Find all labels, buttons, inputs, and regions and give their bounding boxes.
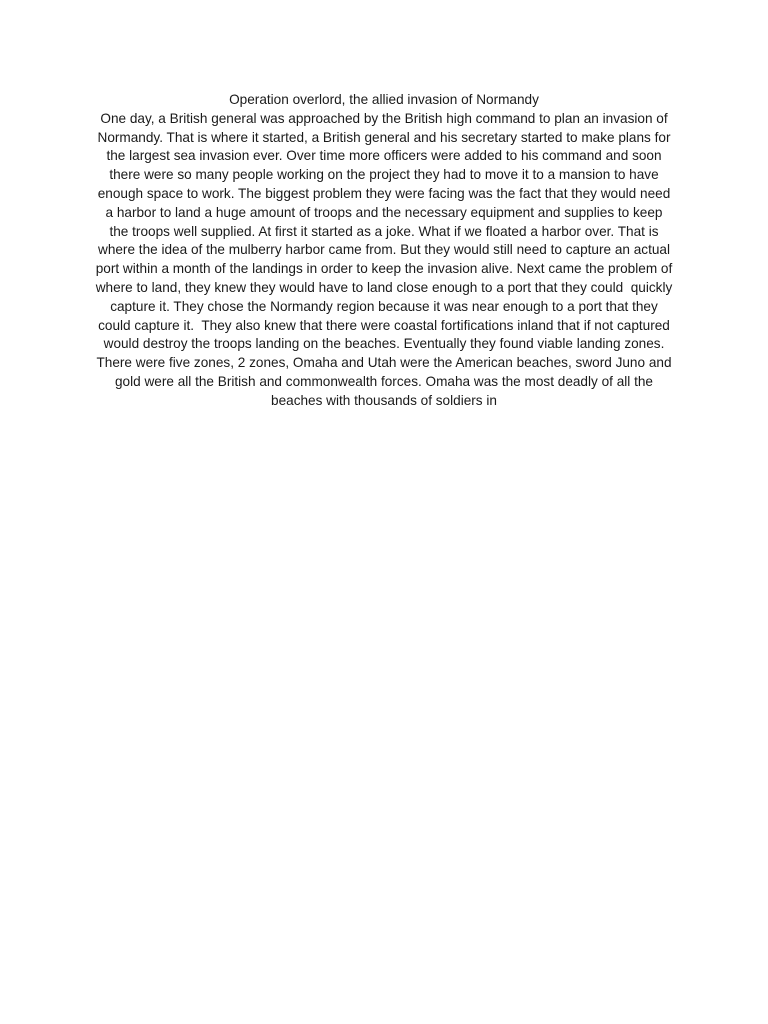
body-line: Normandy. That is where it started, a British general and his secretary started to make plans for xyxy=(97,129,671,145)
body-line: the largest sea invasion ever. Over time more officers were added to his command and soon xyxy=(106,148,662,164)
body-line: capture it. They chose the Normandy region because it was near enough to a port that they xyxy=(110,298,658,314)
document-text xyxy=(84,91,684,411)
body-line: would destroy the troops landing on the beaches. Eventually they found viable landing zones. xyxy=(103,336,665,352)
body-line: port within a month of the landings in order to keep the invasion alive. Next came the problem of xyxy=(95,261,673,277)
body-line: There were five zones, 2 zones, Omaha and Utah were the American beaches, sword Juno and xyxy=(96,355,672,371)
body-line: a harbor to land a huge amount of troops and the necessary equipment and supplies to keep xyxy=(105,204,663,220)
body-line: enough space to work. The biggest problem they were facing was the fact that they would need xyxy=(97,185,671,201)
body-line: beaches with thousands of soldiers in xyxy=(271,392,497,408)
body-line: One day, a British general was approached by the British high command to plan an invasion of xyxy=(100,110,668,126)
body-line: where to land, they knew they would have to land close enough to a port that they could quickly xyxy=(95,279,673,295)
body-line: gold were all the British and commonwealth forces. Omaha was the most deadly of all the xyxy=(115,373,653,389)
body-line: where the idea of the mulberry harbor came from. But they would still need to capture an actual xyxy=(98,242,670,258)
document-title: Operation overlord, the allied invasion of Normandy xyxy=(229,92,539,107)
body-line: there were so many people working on the project they had to move it to a mansion to have xyxy=(109,167,659,183)
body-line: the troops well supplied. At first it started as a joke. What if we floated a harbor over. That is xyxy=(109,223,659,239)
body-line: could capture it. They also knew that there were coastal fortifications inland that if not captured xyxy=(98,317,670,333)
